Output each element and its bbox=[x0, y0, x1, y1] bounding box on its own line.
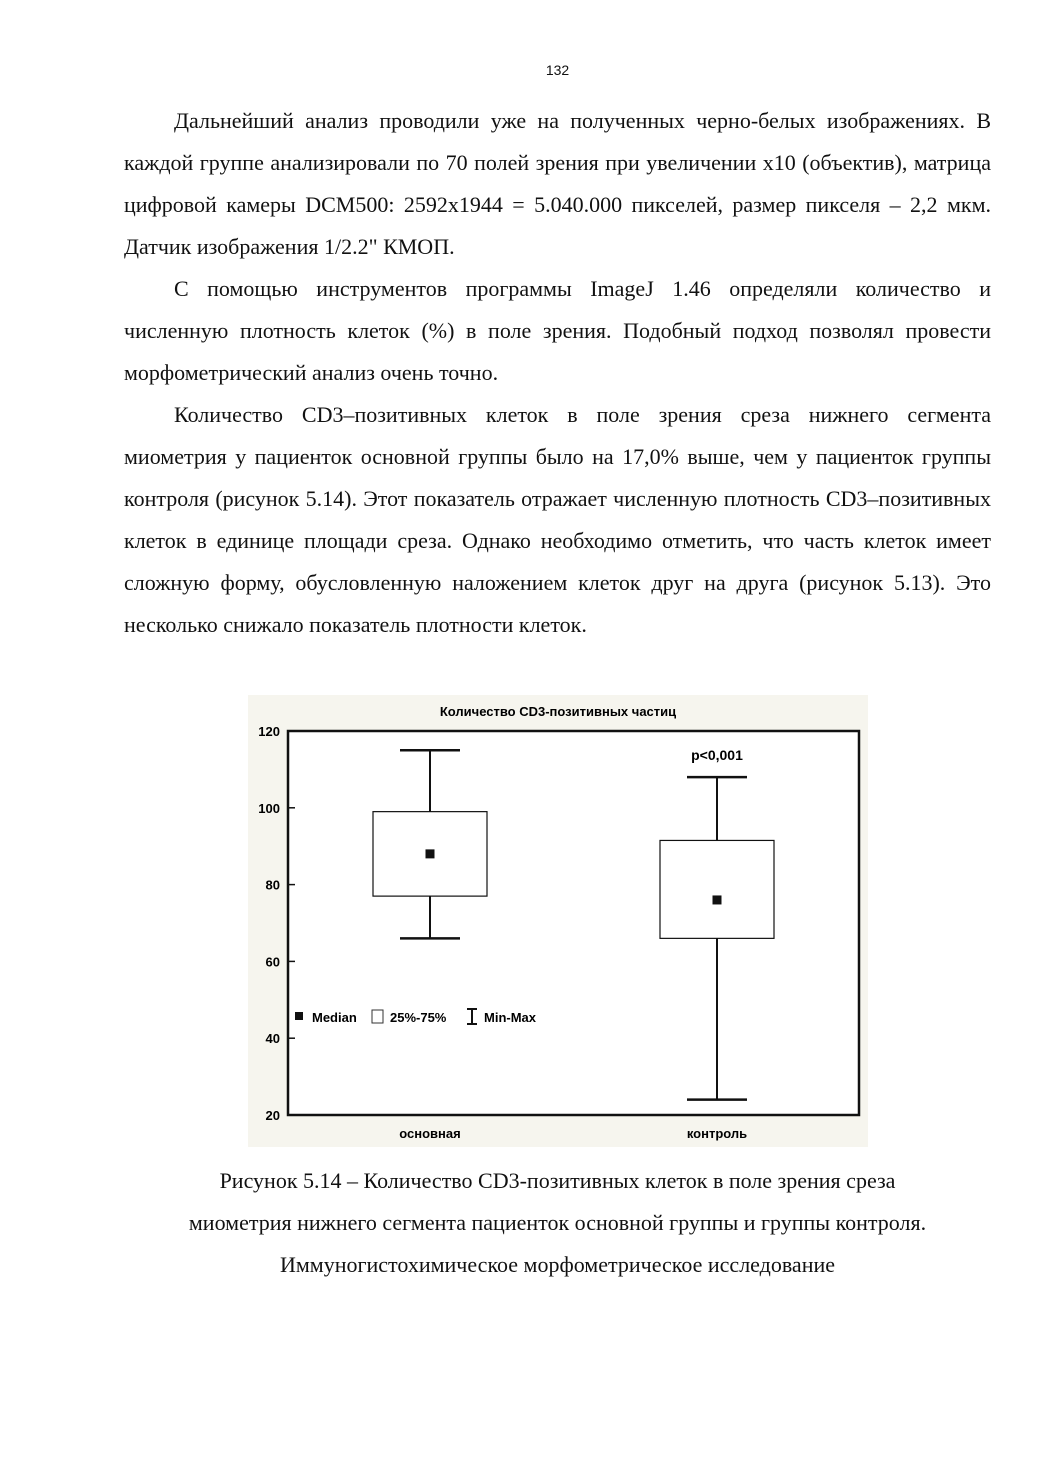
caption-line-1: Рисунок 5.14 – Количество CD3-позитивных клеток в поле зрения среза bbox=[219, 1168, 896, 1193]
chart-title: Количество CD3-позитивных частиц bbox=[439, 704, 677, 719]
legend-median-marker bbox=[295, 1012, 303, 1020]
x-category-label: основная bbox=[399, 1126, 461, 1141]
y-tick-label: 40 bbox=[265, 1031, 280, 1047]
legend-whisker-label: Min-Max bbox=[484, 1010, 536, 1025]
legend-box-marker bbox=[372, 1010, 383, 1023]
body-text bbox=[124, 100, 991, 646]
paragraph-3: Количество CD3–позитивных клеток в поле зрения среза нижнего сегмента миометрия у пациенток основной группы было на 17,0% выше, чем у пациенток группы контроля (рисунок 5.14). Этот показатель отражает численную плотность CD3–позитивных клеток в единице площади среза. Однако необходимо отметить, что часть клеток имеет сложную форму, обусловленную наложением клеток друг на друга (рисунок 5.13). Это несколько снижало показатель плотности клеток. bbox=[124, 402, 991, 637]
y-tick-label: 80 bbox=[265, 877, 280, 893]
figure-box-plot bbox=[248, 695, 868, 1147]
page-number: 132 bbox=[545, 62, 570, 78]
box-plot-chart bbox=[248, 695, 868, 1147]
box-iqr bbox=[660, 840, 774, 938]
y-tick-label: 100 bbox=[258, 800, 280, 816]
x-category-label: контроль bbox=[686, 1126, 748, 1141]
figure-caption bbox=[124, 1160, 991, 1286]
caption-line-3: Иммуногистохимическое морфометрическое исследование bbox=[279, 1252, 836, 1277]
y-tick-label: 120 bbox=[258, 724, 280, 739]
paragraph-2: С помощью инструментов программы ImageJ 1.46 определяли количество и численную плотность клеток (%) в поле зрения. Подобный подход позволял провести морфометрический анализ очень точно. bbox=[124, 276, 991, 385]
legend-box-label: 25%-75% bbox=[390, 1010, 447, 1025]
y-tick-label: 20 bbox=[265, 1108, 280, 1123]
legend bbox=[295, 1009, 537, 1025]
legend-median-label: Median bbox=[312, 1010, 357, 1025]
y-tick-label: 60 bbox=[265, 954, 280, 970]
median-marker bbox=[713, 895, 722, 904]
p-value-annotation: p<0,001 bbox=[691, 747, 743, 764]
caption-line-2: миометрия нижнего сегмента пациенток основной группы и группы контроля. bbox=[188, 1210, 927, 1235]
median-marker bbox=[426, 849, 435, 858]
paragraph-1: Дальнейший анализ проводили уже на полученных черно-белых изображениях. В каждой группе анализировали по 70 полей зрения при увеличении x10 (объектив), матрица цифровой камеры DCM500: 2592x1944 = 5.040.000 пикселей, размер пикселя – 2,2 мкм. Датчик изображения 1/2.2" КМОП. bbox=[124, 108, 991, 259]
